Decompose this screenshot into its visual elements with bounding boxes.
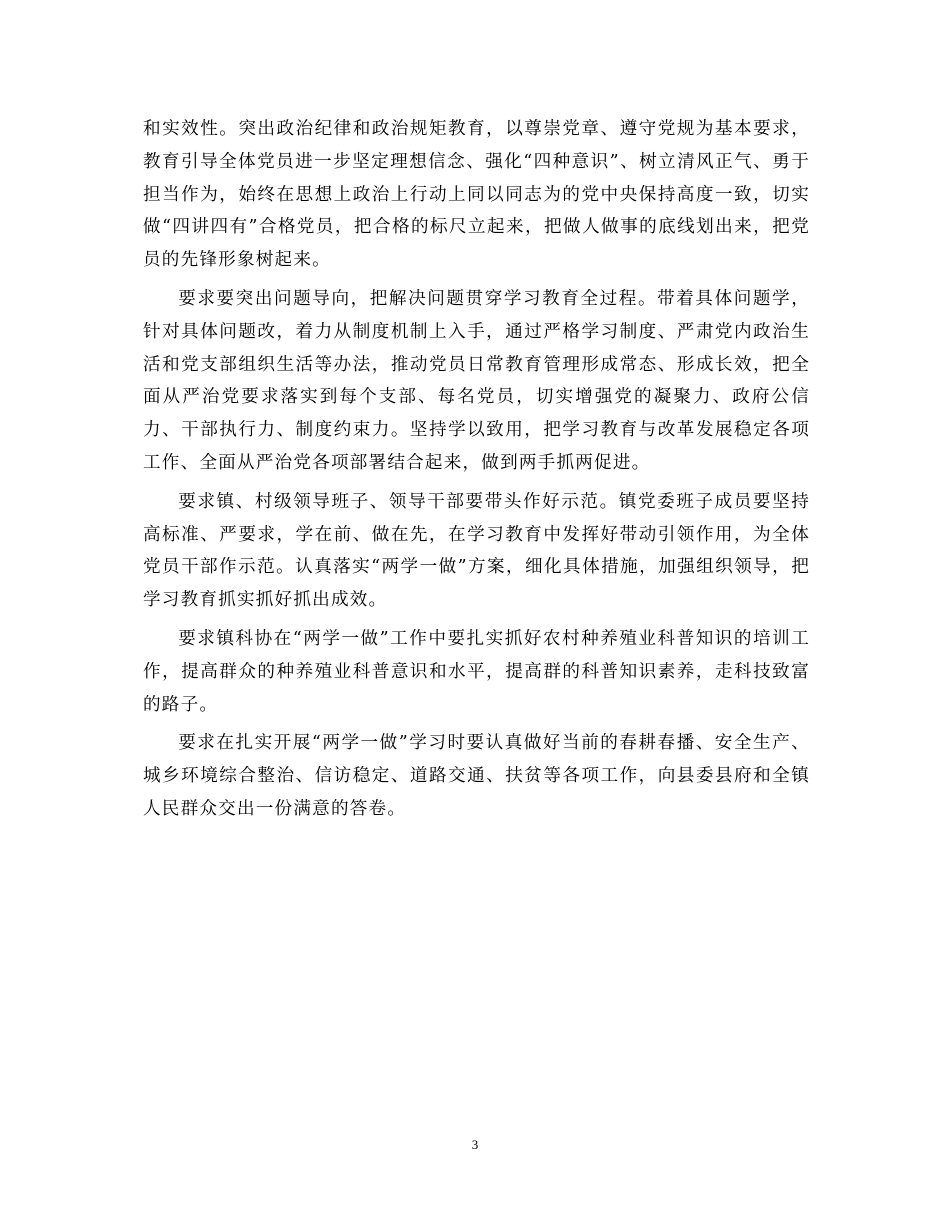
- paragraph-problem-orientation: 要求要突出问题导向，把解决问题贯穿学习教育全过程。带着具体问题学，针对具体问题改，着力从制度机制上入手，通过严格学习制度、严肃党内政治生活和党支部组织生活等办法，推动党员日常教育管理形成常态、形成长效，把全面从严治党要求落实到每个支部、每名党员，切实增强党的凝聚力、政府公信力、干部执行力、制度约束力。坚持学以致用，把学习教育与改革发展稳定各项工作、全面从严治党各项部署结合起来，做到两手抓两促进。: [143, 288, 810, 473]
- paragraph-science-association: 要求镇科协在“两学一做”工作中要扎实抓好农村种养殖业科普知识的培训工作，提高群众的种养殖业科普意识和水平，提高群的科普知识素养，走科技致富的路子。: [143, 628, 810, 715]
- page-number: 3: [471, 1137, 479, 1152]
- document-body: [143, 113, 810, 832]
- paragraph-current-work: 要求在扎实开展“两学一做”学习时要认真做好当前的春耕春播、安全生产、城乡环境综合整治、信访稳定、道路交通、扶贫等各项工作，向县委县府和全镇人民群众交出一份满意的答卷。: [143, 733, 810, 819]
- paragraph-continued: 和实效性。突出政治纪律和政治规矩教育，以尊崇党章、遵守党规为基本要求，教育引导全体党员进一步坚定理想信念、强化“四种意识”、树立清风正气、勇于担当作为，始终在思想上政治上行动上同以同志为的党中央保持高度一致，切实做“四讲四有”合格党员，把合格的标尺立起来，把做人做事的底线划出来，把党员的先锋形象树起来。: [143, 119, 810, 271]
- paragraph-leadership-example: 要求镇、村级领导班子、领导干部要带头作好示范。镇党委班子成员要坚持高标准、严要求，学在前、做在先，在学习教育中发挥好带动引领作用，为全体党员干部作示范。认真落实“两学一做”方案，细化具体措施，加强组织领导，把学习教育抓实抓好抓出成效。: [143, 491, 810, 611]
